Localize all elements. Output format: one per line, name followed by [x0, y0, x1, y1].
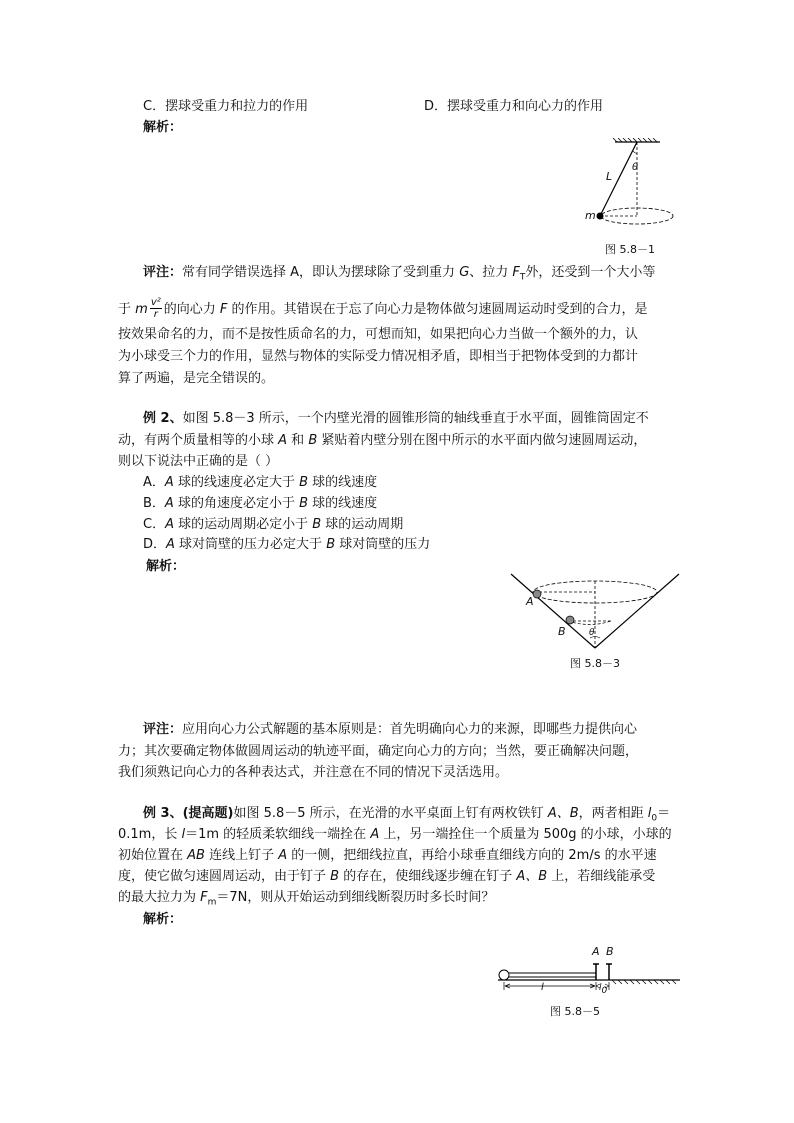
fig3-label-A: A — [526, 595, 534, 608]
fig3-label-theta: θ — [589, 628, 595, 638]
comment-1-line-4: 为小球受三个力的作用，显然与物体的实际受力情况相矛盾，即相当于把物体受到的力都计 — [118, 349, 639, 364]
figure-caption-1: 图 5.8－1 — [605, 243, 655, 256]
fig1-label-m: m — [585, 209, 596, 222]
figure-caption-5: 图 5.8－5 — [550, 1005, 600, 1018]
ex3-line-1: 例 3、(提高题)如图 5.8－5 所示，在光滑的水平桌面上钉有两枚铁钉 A、B，两者相距 $l_0=$ — [143, 806, 671, 824]
fig5-label-B: B — [606, 945, 614, 958]
comment-1-line-1: 评注：常有同学错误选择 A，即认为摆球除了受到重力 G、拉力 $F_T$外，还受到一个大小等 — [143, 265, 656, 283]
comment-label-2: 评注： — [143, 722, 183, 737]
ex3-line-3: 初始位置在 AB 连线上钉子 A 的一侧，把细线拉直，再给小球垂直细线方向的 2m/s 的水平速 — [118, 848, 657, 863]
analysis-label-2: 解析： — [146, 559, 186, 574]
analysis-label-1: 解析： — [143, 120, 183, 135]
ex2-line-1: 例 2、如图 5.8－3 所示，一个内壁光滑的圆锥形筒的轴线垂直于水平面，圆锥筒固定不 — [143, 411, 649, 426]
ex3-line-4: 度，使它做匀速圆周运动，由于钉子 B 的存在，使细线逐步缠在钉子 A、B 上，若细线能承受 — [118, 869, 656, 884]
figure-5-8-5 — [494, 950, 684, 1000]
fraction-v2-over-r: $\frac{\text{v²}}{r}$ — [150, 297, 161, 320]
analysis-label-3: 解析： — [143, 912, 183, 927]
pendulum-ball — [597, 213, 604, 220]
fig3-label-B: B — [558, 625, 566, 638]
ex2-line-2: 动，有两个质量相等的小球 A 和 B 紧贴着内壁分别在图中所示的水平面内做匀速圆周运动， — [118, 433, 647, 448]
small-ball — [499, 970, 509, 980]
fig5-label-l0: $l_0$ — [599, 983, 608, 996]
ball-a — [533, 590, 541, 598]
ex2-option-c: C．A 球的运动周期必定小于 B 球的运动周期 — [143, 517, 404, 532]
ex3-line-5: 的最大拉力为 $F_m=7N$，则从开始运动到细线断裂历时多长时间？ — [118, 890, 495, 908]
comment-2-line-2: 力；其次要确定物体做圆周运动的轨迹平面，确定向心力的方向；当然，要正确解决问题， — [118, 744, 639, 759]
figure-5-8-3 — [505, 570, 685, 655]
figure-caption-3: 图 5.8－3 — [570, 657, 620, 670]
ex2-title: 例 2、 — [143, 411, 183, 426]
comment-1-line-5: 算了两遍，是完全错误的。 — [118, 371, 275, 386]
fig5-label-l: l — [541, 982, 544, 993]
comment-label-1: 评注： — [143, 265, 183, 280]
fig5-label-A: A — [592, 945, 600, 958]
comment-1-line-3: 按效果命名的力，而不是按性质命名的力，可想而知，如果把向心力当做一个额外的力，认 — [118, 327, 639, 342]
ex3-line-2: 0.1m，长 l＝1m 的轻质柔软细线一端拴在 A 上，另一端拴住一个质量为 500g 的小球，小球的 — [118, 827, 672, 842]
comment-2-line-1: 评注：应用向心力公式解题的基本原则是：首先明确向心力的来源，即哪些力提供向心 — [143, 722, 638, 737]
fig1-label-L: L — [606, 170, 613, 183]
ex2-line-3: 则以下说法中正确的是（ ） — [118, 454, 279, 469]
figure-5-8-1 — [580, 138, 690, 238]
option-c: C．摆球受重力和拉力的作用 — [143, 99, 309, 114]
ball-b — [566, 616, 574, 624]
ex3-title: 例 3、(提高题) — [143, 806, 234, 821]
comment-1-line-2: 于 m $\frac{\text{v²}}{r}$ 的向心力 F 的作用。其错误在于忘了向心力是物体做匀速圆周运动时受到的合力，是 — [118, 297, 648, 320]
option-d: D．摆球受重力和向心力的作用 — [424, 99, 604, 114]
comment-2-line-3: 我们须熟记向心力的各种表达式，并注意在不同的情况下灵活选用。 — [118, 765, 509, 780]
fig1-label-theta: θ — [632, 162, 639, 173]
ex2-option-a: A．A 球的线速度必定大于 B 球的线速度 — [143, 475, 378, 490]
ex2-option-d: D．A 球对筒壁的压力必定大于 B 球对筒壁的压力 — [143, 537, 431, 552]
ex2-option-b: B．A 球的角速度必定小于 B 球的线速度 — [143, 496, 378, 511]
